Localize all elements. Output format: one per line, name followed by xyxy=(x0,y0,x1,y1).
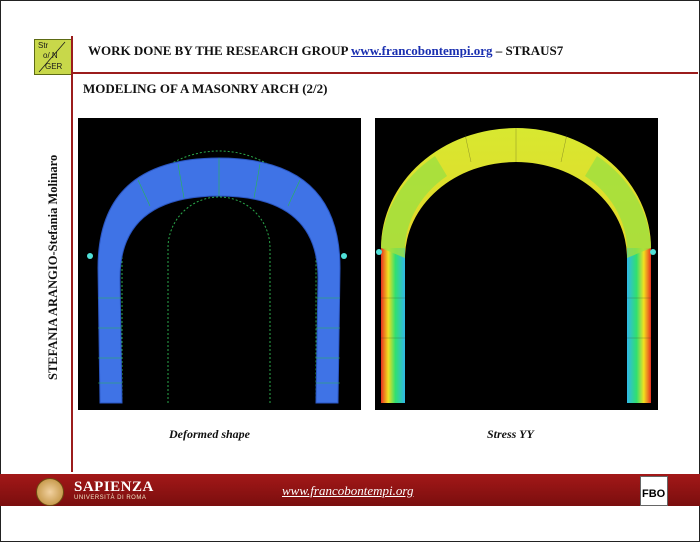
horizontal-rule xyxy=(71,72,698,74)
fbo-logo-text: FBO xyxy=(642,488,666,500)
header-prefix: WORK DONE BY THE RESEARCH GROUP xyxy=(88,43,348,58)
header-suffix: – STRAUS7 xyxy=(492,43,564,58)
logo-text-1: Str xyxy=(38,41,49,50)
caption-deformed: Deformed shape xyxy=(169,427,250,441)
author-sidebar: STEFANIA ARANGIO-Stefania Molinaro xyxy=(46,154,60,380)
university-sub: UNIVERSITÀ DI ROMA xyxy=(74,495,147,501)
logo-text-2: o/ N xyxy=(43,51,58,60)
footer-link[interactable]: www.francobontempi.org xyxy=(282,483,414,498)
university-seal-icon xyxy=(36,478,64,506)
stress-arch-image xyxy=(375,118,658,410)
page-header xyxy=(88,43,563,59)
strongest-logo xyxy=(34,39,72,75)
fbo-logo xyxy=(640,476,668,506)
caption-stress: Stress YY xyxy=(487,427,534,441)
stress-yy-panel xyxy=(375,118,658,410)
vertical-rule xyxy=(71,36,73,472)
university-name: SAPIENZA xyxy=(74,479,154,495)
deformed-shape-panel xyxy=(78,118,361,410)
deformed-arch-image xyxy=(78,118,361,410)
slide-title: MODELING OF A MASONRY ARCH (2/2) xyxy=(83,81,328,96)
logo-text-3: GER xyxy=(45,62,63,71)
header-link[interactable]: www.francobontempi.org xyxy=(350,43,493,58)
